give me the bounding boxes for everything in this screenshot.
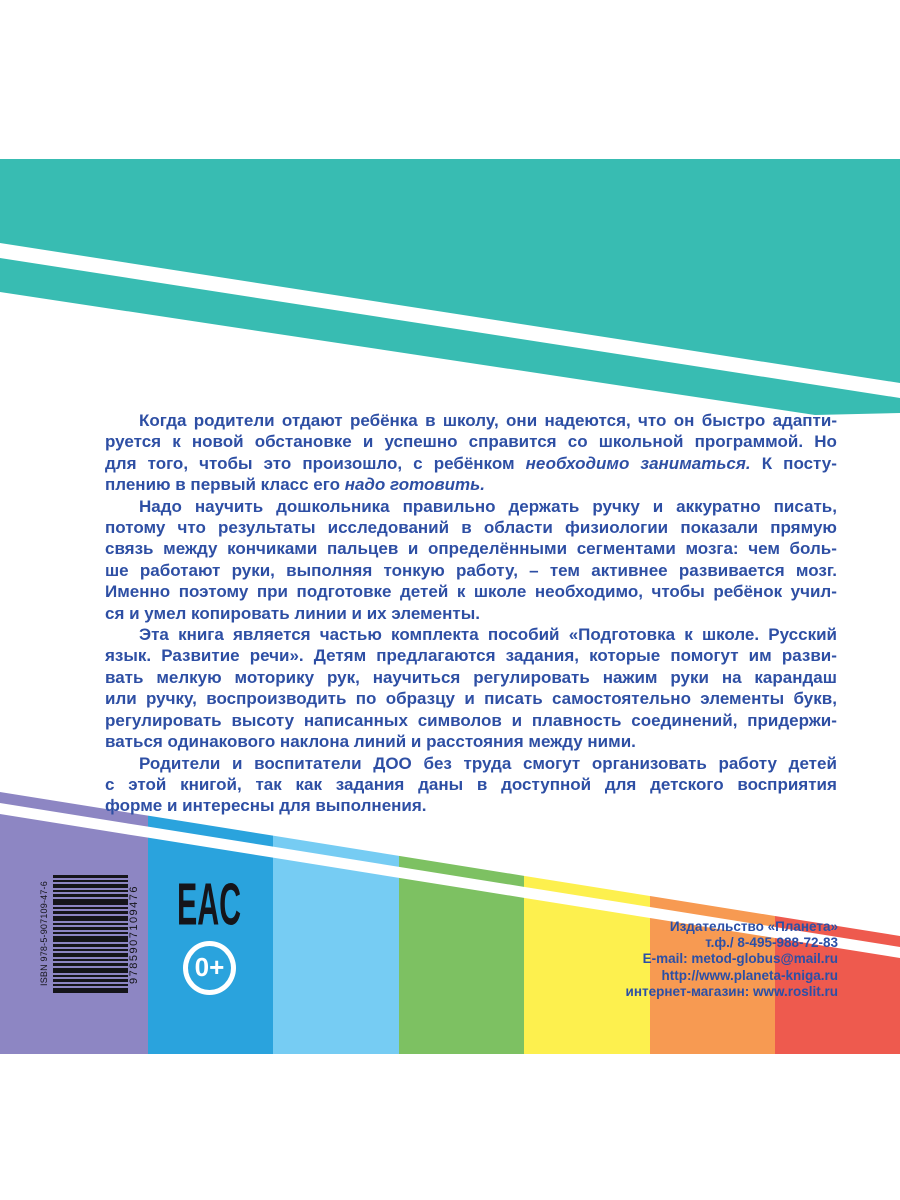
word: со — [567, 432, 588, 452]
word: организовать — [591, 753, 707, 773]
word: букв, — [793, 689, 837, 709]
word: ребёнком — [433, 453, 515, 473]
word: без — [423, 753, 452, 773]
text-segment: форме и интересны для выполнения. — [105, 796, 427, 816]
word: связь — [105, 539, 154, 559]
publisher-info — [626, 919, 838, 1000]
publisher-line: E-mail: metod-globus@mail.ru — [642, 951, 838, 967]
word: чтобы — [651, 582, 705, 602]
word: ребёнок — [713, 582, 783, 602]
text-line — [105, 624, 837, 645]
barcode-block — [40, 874, 144, 994]
word: высоту — [231, 710, 295, 730]
text-line — [105, 731, 837, 752]
word: развивается — [678, 560, 785, 580]
annotation-text — [105, 410, 837, 817]
isbn-label: ISBN 978-5-907109-47-6 — [39, 881, 49, 987]
word: работу — [718, 753, 777, 773]
age-rating-label: 0+ — [194, 952, 225, 982]
word: быстро — [701, 411, 766, 430]
word: самостоятельно — [552, 689, 691, 709]
word: Но — [814, 432, 837, 452]
word: придержи- — [747, 710, 837, 730]
word: потому — [105, 518, 166, 538]
word: результаты — [218, 518, 316, 538]
word: книгой, — [180, 774, 242, 794]
age-rating-badge — [183, 941, 236, 995]
word: школу, — [442, 411, 499, 430]
word: ручку, — [146, 689, 197, 709]
word: Детям — [313, 646, 367, 666]
word: родители — [193, 411, 275, 430]
word: аккуратно — [676, 496, 761, 516]
word: Надо — [139, 496, 182, 516]
word: книга — [178, 625, 224, 645]
word: регулировать — [105, 710, 222, 730]
word: научиться — [372, 667, 461, 687]
word: необходимо — [525, 453, 630, 473]
word: руки, — [231, 560, 275, 580]
word: вать — [105, 667, 144, 687]
word: работу, — [455, 560, 518, 580]
text-line — [105, 496, 837, 517]
text-segment: плению в первый класс его — [105, 475, 345, 495]
word: комплекта — [391, 625, 479, 645]
word: справится — [468, 432, 557, 452]
word: речи». — [249, 646, 304, 666]
text-line — [105, 517, 837, 538]
word: заниматься. — [640, 453, 751, 473]
word: и — [652, 496, 664, 516]
word: и — [407, 539, 419, 559]
word: Когда — [139, 411, 187, 430]
word: к — [172, 432, 181, 452]
word: мелкую — [156, 667, 222, 687]
word: при — [256, 582, 289, 602]
word: показали — [680, 518, 759, 538]
text-line — [105, 795, 837, 816]
word: и — [232, 753, 243, 773]
word: Родители — [139, 753, 221, 773]
word: мозг. — [795, 560, 837, 580]
text-line — [105, 688, 837, 709]
word: произошло, — [302, 453, 403, 473]
word: ше — [105, 560, 129, 580]
word: – — [529, 560, 539, 580]
word: смогут — [522, 753, 581, 773]
word: и — [511, 710, 523, 730]
word: поэтому — [178, 582, 249, 602]
text-line — [105, 603, 837, 624]
text-segment: ся и умел копировать линии и их элементы. — [105, 603, 480, 623]
word: с — [413, 453, 423, 473]
word: в — [476, 774, 488, 794]
word: этой — [128, 774, 167, 794]
word: детского — [650, 774, 724, 794]
word: Именно — [105, 582, 171, 602]
word: помогут — [670, 646, 739, 666]
text-line — [105, 474, 837, 495]
word: и — [464, 689, 475, 709]
word: адапти- — [772, 411, 837, 430]
word: для — [105, 453, 137, 473]
word: является — [233, 625, 311, 645]
word: работают — [139, 560, 221, 580]
word: в — [461, 518, 472, 538]
word: разви- — [781, 646, 837, 666]
word: что — [177, 518, 206, 538]
text-line — [105, 431, 837, 452]
word: школьной — [598, 432, 684, 452]
word: ручку — [592, 496, 640, 516]
word: регулировать — [473, 667, 590, 687]
word: это — [263, 453, 292, 473]
text-line — [105, 581, 837, 602]
word: задания, — [505, 646, 579, 666]
word: дошкольника — [276, 496, 390, 516]
word: написанных — [303, 710, 408, 730]
word: моторику — [234, 667, 315, 687]
word: труда — [463, 753, 512, 773]
word: нажим — [602, 667, 658, 687]
word: восприятия — [737, 774, 837, 794]
word: доступной — [501, 774, 592, 794]
publisher-line: т.ф./ 8-495-988-72-83 — [705, 935, 838, 951]
word: прямую — [770, 518, 837, 538]
publisher-line: интернет-магазин: www.roslit.ru — [625, 983, 838, 999]
word: тонкую — [383, 560, 445, 580]
word: в — [425, 411, 436, 430]
word: новой — [191, 432, 244, 452]
word: выполняя — [286, 560, 373, 580]
word: они — [506, 411, 538, 430]
word: карандаш — [754, 667, 837, 687]
word: Русский — [768, 625, 837, 645]
word: которые — [589, 646, 661, 666]
word: того, — [147, 453, 189, 473]
word: успешно — [384, 432, 458, 452]
word: плавность — [531, 710, 622, 730]
word: необходимо, — [534, 582, 643, 602]
text-line — [105, 538, 837, 559]
text-line — [105, 645, 837, 666]
word: пальцев — [326, 539, 399, 559]
word: символов — [417, 710, 502, 730]
word: мозга: — [685, 539, 739, 559]
word: Эта — [139, 625, 169, 645]
word: детей — [788, 753, 837, 773]
word: «Подготовка — [568, 625, 676, 645]
word: области — [483, 518, 553, 538]
word: писать — [484, 689, 543, 709]
word: язык. — [105, 646, 152, 666]
word: Развитие — [161, 646, 240, 666]
word: надеются, — [544, 411, 631, 430]
word: на — [721, 667, 742, 687]
text-line — [105, 774, 837, 795]
word: чем — [748, 539, 780, 559]
text-line — [105, 410, 837, 431]
word: с — [105, 774, 115, 794]
word: подготовке — [296, 582, 392, 602]
word: воспитатели — [254, 753, 362, 773]
word: кончиками — [227, 539, 318, 559]
word: учил- — [790, 582, 837, 602]
text-segment: ваться одинакового наклона линий и расстояния между ними. — [105, 732, 636, 752]
word: ДОО — [373, 753, 412, 773]
word: и — [362, 432, 374, 452]
word: школе — [473, 582, 527, 602]
word: школе. — [701, 625, 760, 645]
word: им — [748, 646, 772, 666]
word: частью — [319, 625, 382, 645]
word: тем — [549, 560, 580, 580]
word: физиологии — [565, 518, 669, 538]
word: к — [456, 582, 466, 602]
word: предлагаются — [376, 646, 496, 666]
word: образцу — [385, 689, 455, 709]
word: по — [355, 689, 377, 709]
text-line — [105, 753, 837, 774]
publisher-line: Издательство «Планета» — [669, 919, 838, 934]
word: воспроизводить — [206, 689, 347, 709]
word: руки — [670, 667, 709, 687]
text-line — [105, 710, 837, 731]
word: боль- — [789, 539, 837, 559]
word: рук, — [326, 667, 360, 687]
word: для — [604, 774, 637, 794]
word: исследований — [327, 518, 450, 538]
word: пособий — [487, 625, 560, 645]
rainbow-stripe-2 — [273, 858, 399, 1054]
word: он — [673, 411, 695, 430]
word: к — [684, 625, 693, 645]
word: определёнными — [428, 539, 568, 559]
word: правильно — [402, 496, 496, 516]
word: научить — [194, 496, 264, 516]
word: или — [105, 689, 137, 709]
word: К — [761, 453, 773, 473]
word: чтобы — [199, 453, 253, 473]
word: между — [163, 539, 218, 559]
word: что — [638, 411, 667, 430]
word: соединений, — [631, 710, 738, 730]
word: элементы — [700, 689, 785, 709]
word: держать — [508, 496, 580, 516]
word: даны — [418, 774, 464, 794]
word: как — [295, 774, 323, 794]
word: задания — [335, 774, 405, 794]
word: программой. — [694, 432, 804, 452]
barcode-digits: 9785907109476 — [128, 884, 140, 984]
rainbow-stripe-3 — [399, 878, 524, 1054]
publisher-line: http://www.planeta-kniga.ru — [661, 967, 838, 983]
word: ребёнка — [349, 411, 418, 430]
barcode-bars — [53, 875, 128, 993]
text-line — [105, 560, 837, 581]
word: посту- — [783, 453, 837, 473]
text-line — [105, 453, 837, 474]
eac-mark: EAC — [177, 870, 242, 938]
word: так — [255, 774, 282, 794]
word: писать, — [773, 496, 837, 516]
word: активнее — [591, 560, 668, 580]
word: отдают — [281, 411, 343, 430]
word: детей — [400, 582, 449, 602]
word: обстановке — [254, 432, 352, 452]
word: сегментами — [576, 539, 676, 559]
text-segment: надо готовить. — [344, 475, 485, 495]
word: руется — [105, 432, 162, 452]
text-line — [105, 667, 837, 688]
